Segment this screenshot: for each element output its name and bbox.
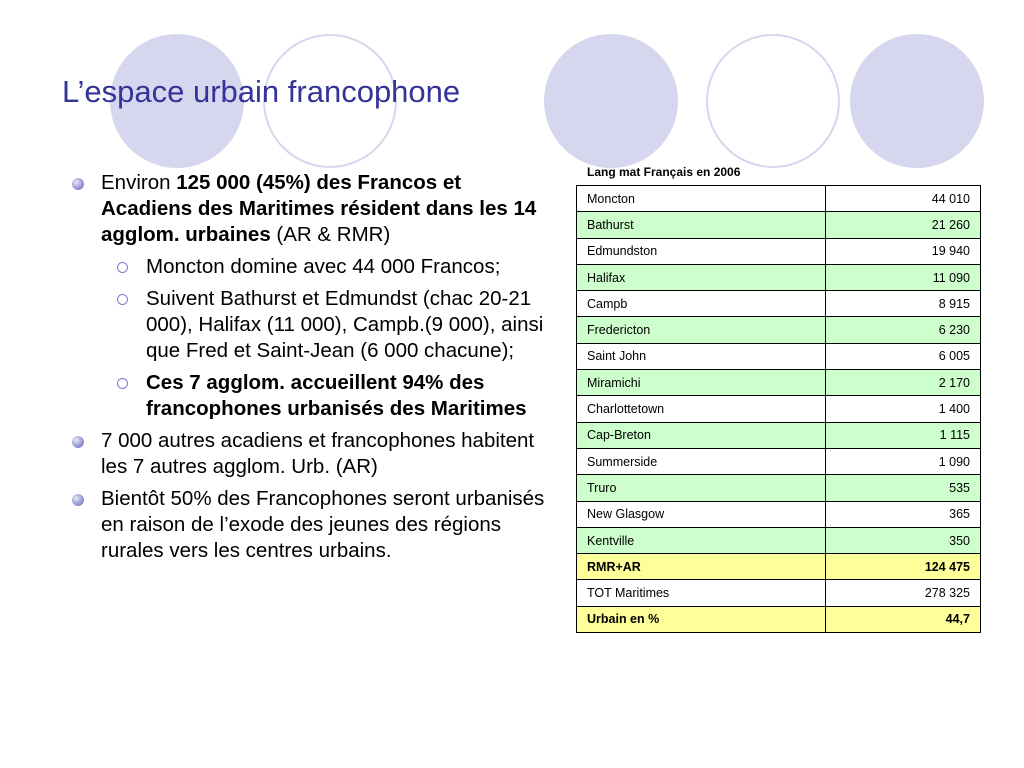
table-cell-name: Urbain en % [577, 606, 826, 632]
table-row [577, 580, 981, 606]
table-body [577, 186, 981, 633]
table-row [577, 370, 981, 396]
table-cell-value: 11 090 [826, 264, 981, 290]
table-cell-value: 21 260 [826, 212, 981, 238]
bullet-item [72, 170, 557, 248]
table-cell-name: Bathurst [577, 212, 826, 238]
sub-bullet-text: Moncton domine avec 44 000 Francos; [146, 255, 501, 278]
table-cell-value: 535 [826, 475, 981, 501]
bullet-dot-icon [72, 436, 84, 448]
sub-bullet-item [117, 254, 557, 280]
table-cell-name: Kentville [577, 527, 826, 553]
table-cell-value: 1 115 [826, 422, 981, 448]
bullet-list [72, 170, 557, 570]
table-row [577, 448, 981, 474]
table-cell-value: 124 475 [826, 554, 981, 580]
table-cell-value: 365 [826, 501, 981, 527]
table-row [577, 475, 981, 501]
table-cell-name: Miramichi [577, 370, 826, 396]
table-row [577, 238, 981, 264]
decor-ring-2 [706, 34, 840, 168]
table-cell-name: Truro [577, 475, 826, 501]
bullet-item [72, 428, 557, 480]
bullet-text-suffix: (AR & RMR) [270, 223, 391, 246]
sub-bullet-ring-icon [117, 378, 128, 389]
table-cell-name: New Glasgow [577, 501, 826, 527]
bullet-dot-icon [72, 494, 84, 506]
table-cell-value: 8 915 [826, 291, 981, 317]
slide-title: L’espace urbain francophone [62, 74, 461, 109]
table-cell-value: 350 [826, 527, 981, 553]
table-row [577, 186, 981, 212]
decor-circle-3 [850, 34, 984, 168]
table-title: Lang mat Français en 2006 [587, 165, 741, 179]
table-cell-value: 2 170 [826, 370, 981, 396]
table-row [577, 343, 981, 369]
bullet-text: 7 000 autres acadiens et francophones habitent les 7 autres agglom. Urb. (AR) [101, 429, 535, 478]
table-cell-name: Edmundston [577, 238, 826, 264]
sub-bullet-text: Ces 7 agglom. accueillent 94% des francophones urbanisés des Maritimes [146, 371, 527, 420]
table-row [577, 212, 981, 238]
bullet-text-bold: 125 000 (45%) des Francos et Acadiens des Maritimes résident dans les 14 agglom. urbaines [101, 171, 537, 246]
table-row [577, 317, 981, 343]
table-cell-name: Campb [577, 291, 826, 317]
sub-bullet-ring-icon [117, 294, 128, 305]
table-cell-value: 19 940 [826, 238, 981, 264]
table-row [577, 422, 981, 448]
sub-bullet-ring-icon [117, 262, 128, 273]
sub-bullet-item [117, 370, 557, 422]
bullet-dot-icon [72, 178, 84, 190]
table-row [577, 554, 981, 580]
table-cell-name: Moncton [577, 186, 826, 212]
table-cell-name: Fredericton [577, 317, 826, 343]
table-cell-value: 1 090 [826, 448, 981, 474]
sub-bullet-item [117, 286, 557, 364]
table-cell-name: RMR+AR [577, 554, 826, 580]
table-row [577, 527, 981, 553]
table-cell-value: 1 400 [826, 396, 981, 422]
bullet-text-prefix: Environ [101, 171, 177, 194]
table-cell-value: 278 325 [826, 580, 981, 606]
table-row [577, 501, 981, 527]
table-row [577, 396, 981, 422]
table-cell-value: 44,7 [826, 606, 981, 632]
table-row [577, 264, 981, 290]
table-cell-name: Charlottetown [577, 396, 826, 422]
table-cell-name: Saint John [577, 343, 826, 369]
table-row [577, 291, 981, 317]
data-table [576, 185, 981, 633]
table-cell-name: Summerside [577, 448, 826, 474]
table-cell-name: Halifax [577, 264, 826, 290]
table-cell-name: TOT Maritimes [577, 580, 826, 606]
table-cell-value: 44 010 [826, 186, 981, 212]
decor-circle-2 [544, 34, 678, 168]
bullet-item [72, 486, 557, 564]
sub-bullet-text: Suivent Bathurst et Edmundst (chac 20-21 000), Halifax (11 000), Campb.(9 000), ainsi que Fred et Saint-Jean (6 000 chacune); [146, 287, 544, 362]
table-row [577, 606, 981, 632]
table-cell-value: 6 230 [826, 317, 981, 343]
bullet-text: Bientôt 50% des Francophones seront urbanisés en raison de l’exode des jeunes des régions rurales vers les centres urbains. [101, 487, 545, 562]
table-cell-name: Cap-Breton [577, 422, 826, 448]
table-cell-value: 6 005 [826, 343, 981, 369]
